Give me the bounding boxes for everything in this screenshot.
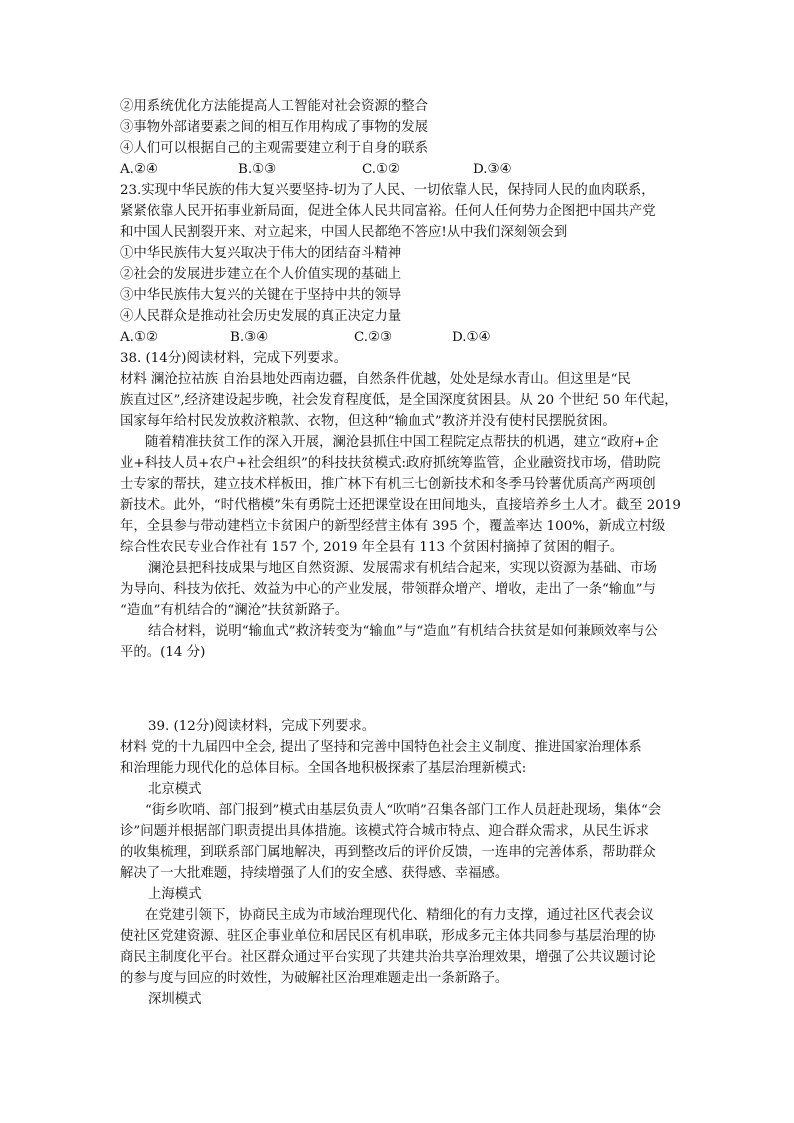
q38-material-line: 材料 澜沧拉祜族 自治县地处西南边疆，自然条件优越，处处是绿水青山。但这里是“民 [120,372,631,387]
beijing-model-line: “街乡吹哨、部门报到”模式由基层负责人“吹哨”召集各部门工作人员赶赴现场，集体“会 [145,803,662,818]
q22-statement-3: ③事物外部诸要素之间的相互作用构成了事物的发展 [120,120,428,135]
q22-statement-2: ②用系统优化方法能提高人工智能对社会资源的整合 [120,99,428,114]
q38-material-line: 士专家的帮扶，建立技术样板田，推广林下有机三七创新技术和冬季马铃薯优质高产两项创 [120,477,656,492]
q22-statement-4: ④人们可以根据自己的主观需要建立利于自身的联系 [120,141,428,156]
q23-stem-line: 和中国人民割裂开来、对立起来，中国人民都绝不答应!从中我们深刻领会到 [120,225,568,240]
beijing-model-line: 解决了一大批难题，持续增强了人们的安全感、获得感、幸福感。 [120,866,509,881]
q22-options [120,160,540,180]
q23-option-d: D.①④ [452,330,491,345]
q38-material-line: 为导向、科技为依托、效益为中心的产业发展，带领群众增产、增收，走出了一条“输血”与 [120,582,656,597]
q22-option-b: B.①③ [238,162,277,177]
q38-material-line: 综合性农民专业合作社有 157 个, 2019 年全县有 113 个贫困村摘掉了贫困的帽子。 [120,540,624,555]
q23-option-c: C.②③ [354,330,393,345]
q39-title: 39. (12分)阅读材料，完成下列要求。 [148,719,376,734]
q23-statement-2: ②社会的发展进步建立在个人价值实现的基础上 [120,267,402,282]
q22-option-c: C.①② [362,162,401,177]
beijing-model-line: 诊”问题并根据部门职责提出具体措施。该模式符合城市特点、迎合群众需求，从民生诉求 [120,824,650,839]
q38-material-line: 新技术。此外，“时代楷模”朱有勇院士还把课堂设在田间地头，直接培养乡土人才。截至 2019 [120,498,681,513]
q23-statement-4: ④人民群众是推动社会历史发展的真正决定力量 [120,309,402,324]
q23-stem-line: 23.实现中华民族的伟大复兴要坚持-切为了人民、一切依靠人民，保持同人民的血肉联系， [120,183,655,198]
shanghai-model-heading: 上海模式 [148,887,202,902]
q38-question: 平的。(14 分) [120,645,206,660]
q38-question: 结合材料，说明“输血式”救济转变为“输血”与“造血”有机结合扶贫是如何兼顾效率与公 [148,624,658,639]
q38-material-line: 年，全县参与带动建档立卡贫困户的新型经营主体有 395 个，覆盖率达 100%，新成立村级 [120,519,666,534]
q39-intro-line: 和治理能力现代化的总体目标。全国各地积极探索了基层治理新模式: [120,761,527,776]
q38-material-line: 随着精准扶贫工作的深入开展，澜沧县抓住中国工程院定点帮扶的机遇，建立“政府+企 [145,435,659,450]
q38-material-line: 族直过区”,经济建设起步晚，社会发育程度低，是全国深度贫困县。从 20 个世纪 50 年代起， [120,393,678,408]
shenzhen-model-heading: 深圳模式 [148,992,202,1007]
shanghai-model-line: 的参与度与回应的时效性，为破解社区治理难题走出一条新路子。 [120,971,509,986]
q23-option-a: A.①② [120,330,158,345]
q23-option-b: B.③④ [230,330,269,345]
q38-material-line: 国家每年给村民发放救济粮款、衣物，但这种“输血式”教济并没有使村民摆脱贫困。 [120,414,616,429]
q39-intro-line: 材料 党的十九届四中全会, 提出了坚持和完善中国特色社会主义制度、推进国家治理体系 [120,740,642,755]
q22-option-a: A.②④ [120,162,158,177]
q38-material-line: “造血”有机结合的“澜沧”扶贫新路子。 [120,603,349,618]
shanghai-model-line: 商民主制度化平台。社区群众通过平台实现了共建共治共享治理效果，增强了公共议题讨论 [120,950,656,965]
q38-material-line: 澜沧县把科技成果与地区自然资源、发展需求有机结合起来，实现以资源为基础、市场 [148,561,657,576]
q38-title: 38. (14分)阅读材料，完成下列要求。 [120,351,348,366]
q23-options [120,328,540,348]
q23-statement-1: ①中华民族伟大复兴取决于伟大的团结奋斗精神 [120,246,402,261]
q23-statement-3: ③中华民族伟大复兴的关键在于坚持中共的领导 [120,288,402,303]
q23-stem-line: 紧紧依靠人民开拓事业新局面，促进全体人民共同富裕。任何人任何势力企图把中国共产党 [120,204,656,219]
shanghai-model-line: 使社区党建资源、驻区企事业单位和居民区有机串联，形成多元主体共同参与基层治理的协 [120,929,656,944]
q38-material-line: 业+科技人员+农户+社会组织”的科技扶贫模式:政府抓统筹监管，企业融资找市场，借助院 [120,456,661,471]
beijing-model-line: 的收集梳理，到联系部门属地解决，再到整改后的评价反馈，一连串的完善体系，帮助群众 [120,845,656,860]
beijing-model-heading: 北京模式 [148,782,202,797]
shanghai-model-line: 在党建引领下，协商民主成为市域治理现代化、精细化的有力支撑，通过社区代表会议 [145,908,654,923]
q22-option-d: D.③④ [473,162,512,177]
